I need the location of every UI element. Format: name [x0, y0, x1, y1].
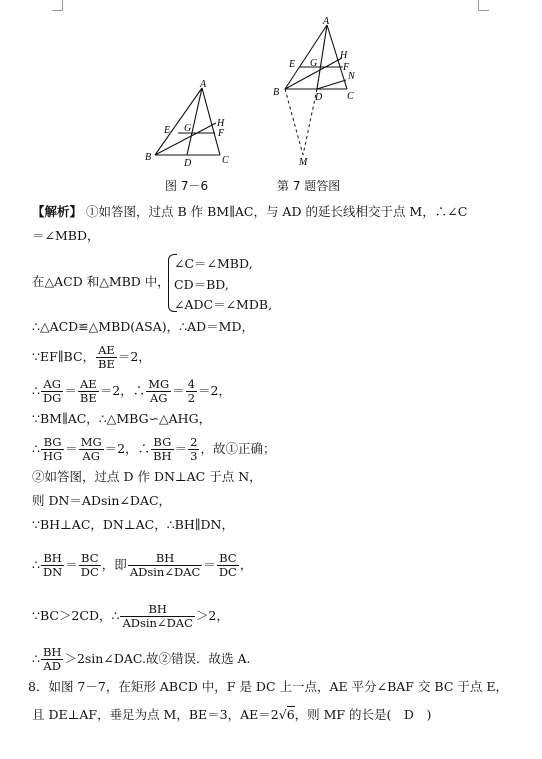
question-8-line-2 — [32, 706, 431, 724]
fraction-bh-adsin-2: $\frac{BH}{\text{ADsin∠DAC}}$ — [122, 602, 193, 630]
solution-line-6: ∴ $\frac{AG}{DG}$ ＝ $\frac{AE}{BE}$ ＝2，∴ $\frac{MG}{AG}$ ＝ $\frac{4}{2}$ ＝2， — [32, 377, 231, 405]
solution-line-13: ∵BC＞2CD，∴ $\frac{BH}{\text{ADsin∠DAC}}$ ＞2， — [32, 602, 229, 630]
label-B2: B — [273, 87, 280, 98]
solution-line-1 — [32, 203, 467, 221]
label-F: F — [218, 128, 225, 139]
corner-mark-top-right — [478, 0, 489, 11]
fraction-bc-dc: $\frac{BC}{DC}$ — [80, 551, 99, 579]
fraction-bg-hg: $\frac{BG}{HG}$ — [42, 435, 63, 463]
figure-1-caption: 图 7－6 — [165, 179, 209, 193]
solution-line-2: ＝∠MBD， — [32, 228, 100, 243]
label-D2: D — [315, 92, 323, 103]
fraction-4-2: $\frac{4}{2}$ — [187, 377, 196, 405]
fraction-ae-be-2: $\frac{AE}{BE}$ — [79, 377, 97, 405]
fraction-bh-dn: $\frac{BH}{DN}$ — [42, 551, 63, 579]
system-line-3: ∠ADC＝∠MDB, — [174, 297, 273, 312]
answer-figure-7 — [265, 15, 370, 170]
solution-line-5 — [32, 344, 151, 371]
q8-text: 且 DE⊥AF，垂足为点 M，BE＝3，AE＝2 — [32, 707, 279, 722]
fraction-ae-be: $\frac{AE}{BE}$ — [98, 343, 115, 371]
q8-answer: ，则 MF 的长是( D ) — [294, 707, 432, 722]
solution-line-3: 在△ACD 和△MBD 中， — [32, 274, 170, 289]
label-G: G — [184, 123, 192, 134]
label-C: C — [222, 155, 229, 166]
solution-line-7: ∵BM∥AC，∴△MBG∽△AHG， — [32, 411, 212, 426]
fraction-ag-dg: $\frac{AG}{DG}$ — [42, 377, 62, 405]
solution-line-8: ∴ $\frac{BG}{HG}$ ＝ $\frac{MG}{AG}$ ＝2，∴ $\frac{BG}{BH}$ ＝ $\frac{2}{3}$ ，故①正确； — [32, 435, 276, 463]
solution-line-4: ∴△ACD≌△MBD(ASA)，∴AD＝MD， — [32, 319, 254, 334]
sqrt-radicand: 6 — [286, 707, 295, 722]
label-F2: F — [343, 62, 350, 73]
label-G2: G — [310, 58, 318, 69]
label-M2: M — [299, 157, 308, 168]
fraction-2-3: $\frac{2}{3}$ — [190, 435, 198, 463]
label-A2: A — [323, 16, 330, 27]
label-H: H — [217, 118, 225, 129]
solution-tag: 【解析】 — [32, 204, 83, 219]
fraction-mg-ag-2: $\frac{MG}{AG}$ — [80, 435, 102, 463]
l5-post: ＝2， — [117, 349, 151, 364]
solution-text-1: ①如答图，过点 B 作 BM∥AC，与 AD 的延长线相交于点 M，∴∠C — [86, 204, 468, 219]
solution-line-10: 则 DN＝ADsin∠DAC， — [32, 493, 172, 508]
question-8-line-1: 8．如图 7－7，在矩形 ABCD 中，F 是 DC 上一点，AE 平分∠BAF 交 BC 于点 E， — [28, 679, 508, 694]
l5-pre: ∵EF∥BC， — [32, 349, 96, 364]
fraction-bh-adsin: $\frac{BH}{\text{ADsin∠DAC}}$ — [129, 551, 201, 579]
solution-line-9: ②如答图，过点 D 作 DN⊥AC 于点 N， — [32, 469, 262, 484]
label-E2: E — [289, 59, 296, 70]
fraction-mg-ag: $\frac{MG}{AG}$ — [148, 377, 170, 405]
label-B: B — [145, 152, 152, 163]
label-N2: N — [348, 71, 355, 82]
figure-2-caption: 第 7 题答图 — [277, 179, 341, 193]
solution-line-11: ∵BH⊥AC，DN⊥AC，∴BH∥DN， — [32, 517, 234, 532]
label-H2: H — [340, 50, 348, 61]
solution-line-12: ∴ $\frac{BH}{DN}$ ＝ $\frac{BC}{DC}$ ，即 $\frac{BH}{\text{ADsin∠DAC}}$ ＝ $\frac{BC}{DC}$ ， — [32, 551, 253, 579]
corner-mark-top-left — [52, 0, 63, 11]
figure-7-6 — [140, 78, 250, 170]
fraction-bg-bh: $\frac{BG}{BH}$ — [153, 435, 172, 463]
label-C2: C — [347, 91, 354, 102]
system-line-2: CD＝BD, — [174, 277, 229, 292]
fraction-bc-dc-2: $\frac{BC}{DC}$ — [218, 551, 237, 579]
solution-line-14: ∴ $\frac{BH}{AD}$ ＞2sin∠DAC.故②错误．故选 A. — [32, 645, 251, 673]
system-line-1: ∠C＝∠MBD, — [174, 256, 253, 271]
label-E: E — [164, 125, 171, 136]
fraction-bh-ad: $\frac{BH}{AD}$ — [42, 645, 62, 673]
label-D: D — [184, 158, 192, 169]
label-A: A — [200, 79, 207, 90]
sqrt-sign: √ — [278, 707, 287, 722]
